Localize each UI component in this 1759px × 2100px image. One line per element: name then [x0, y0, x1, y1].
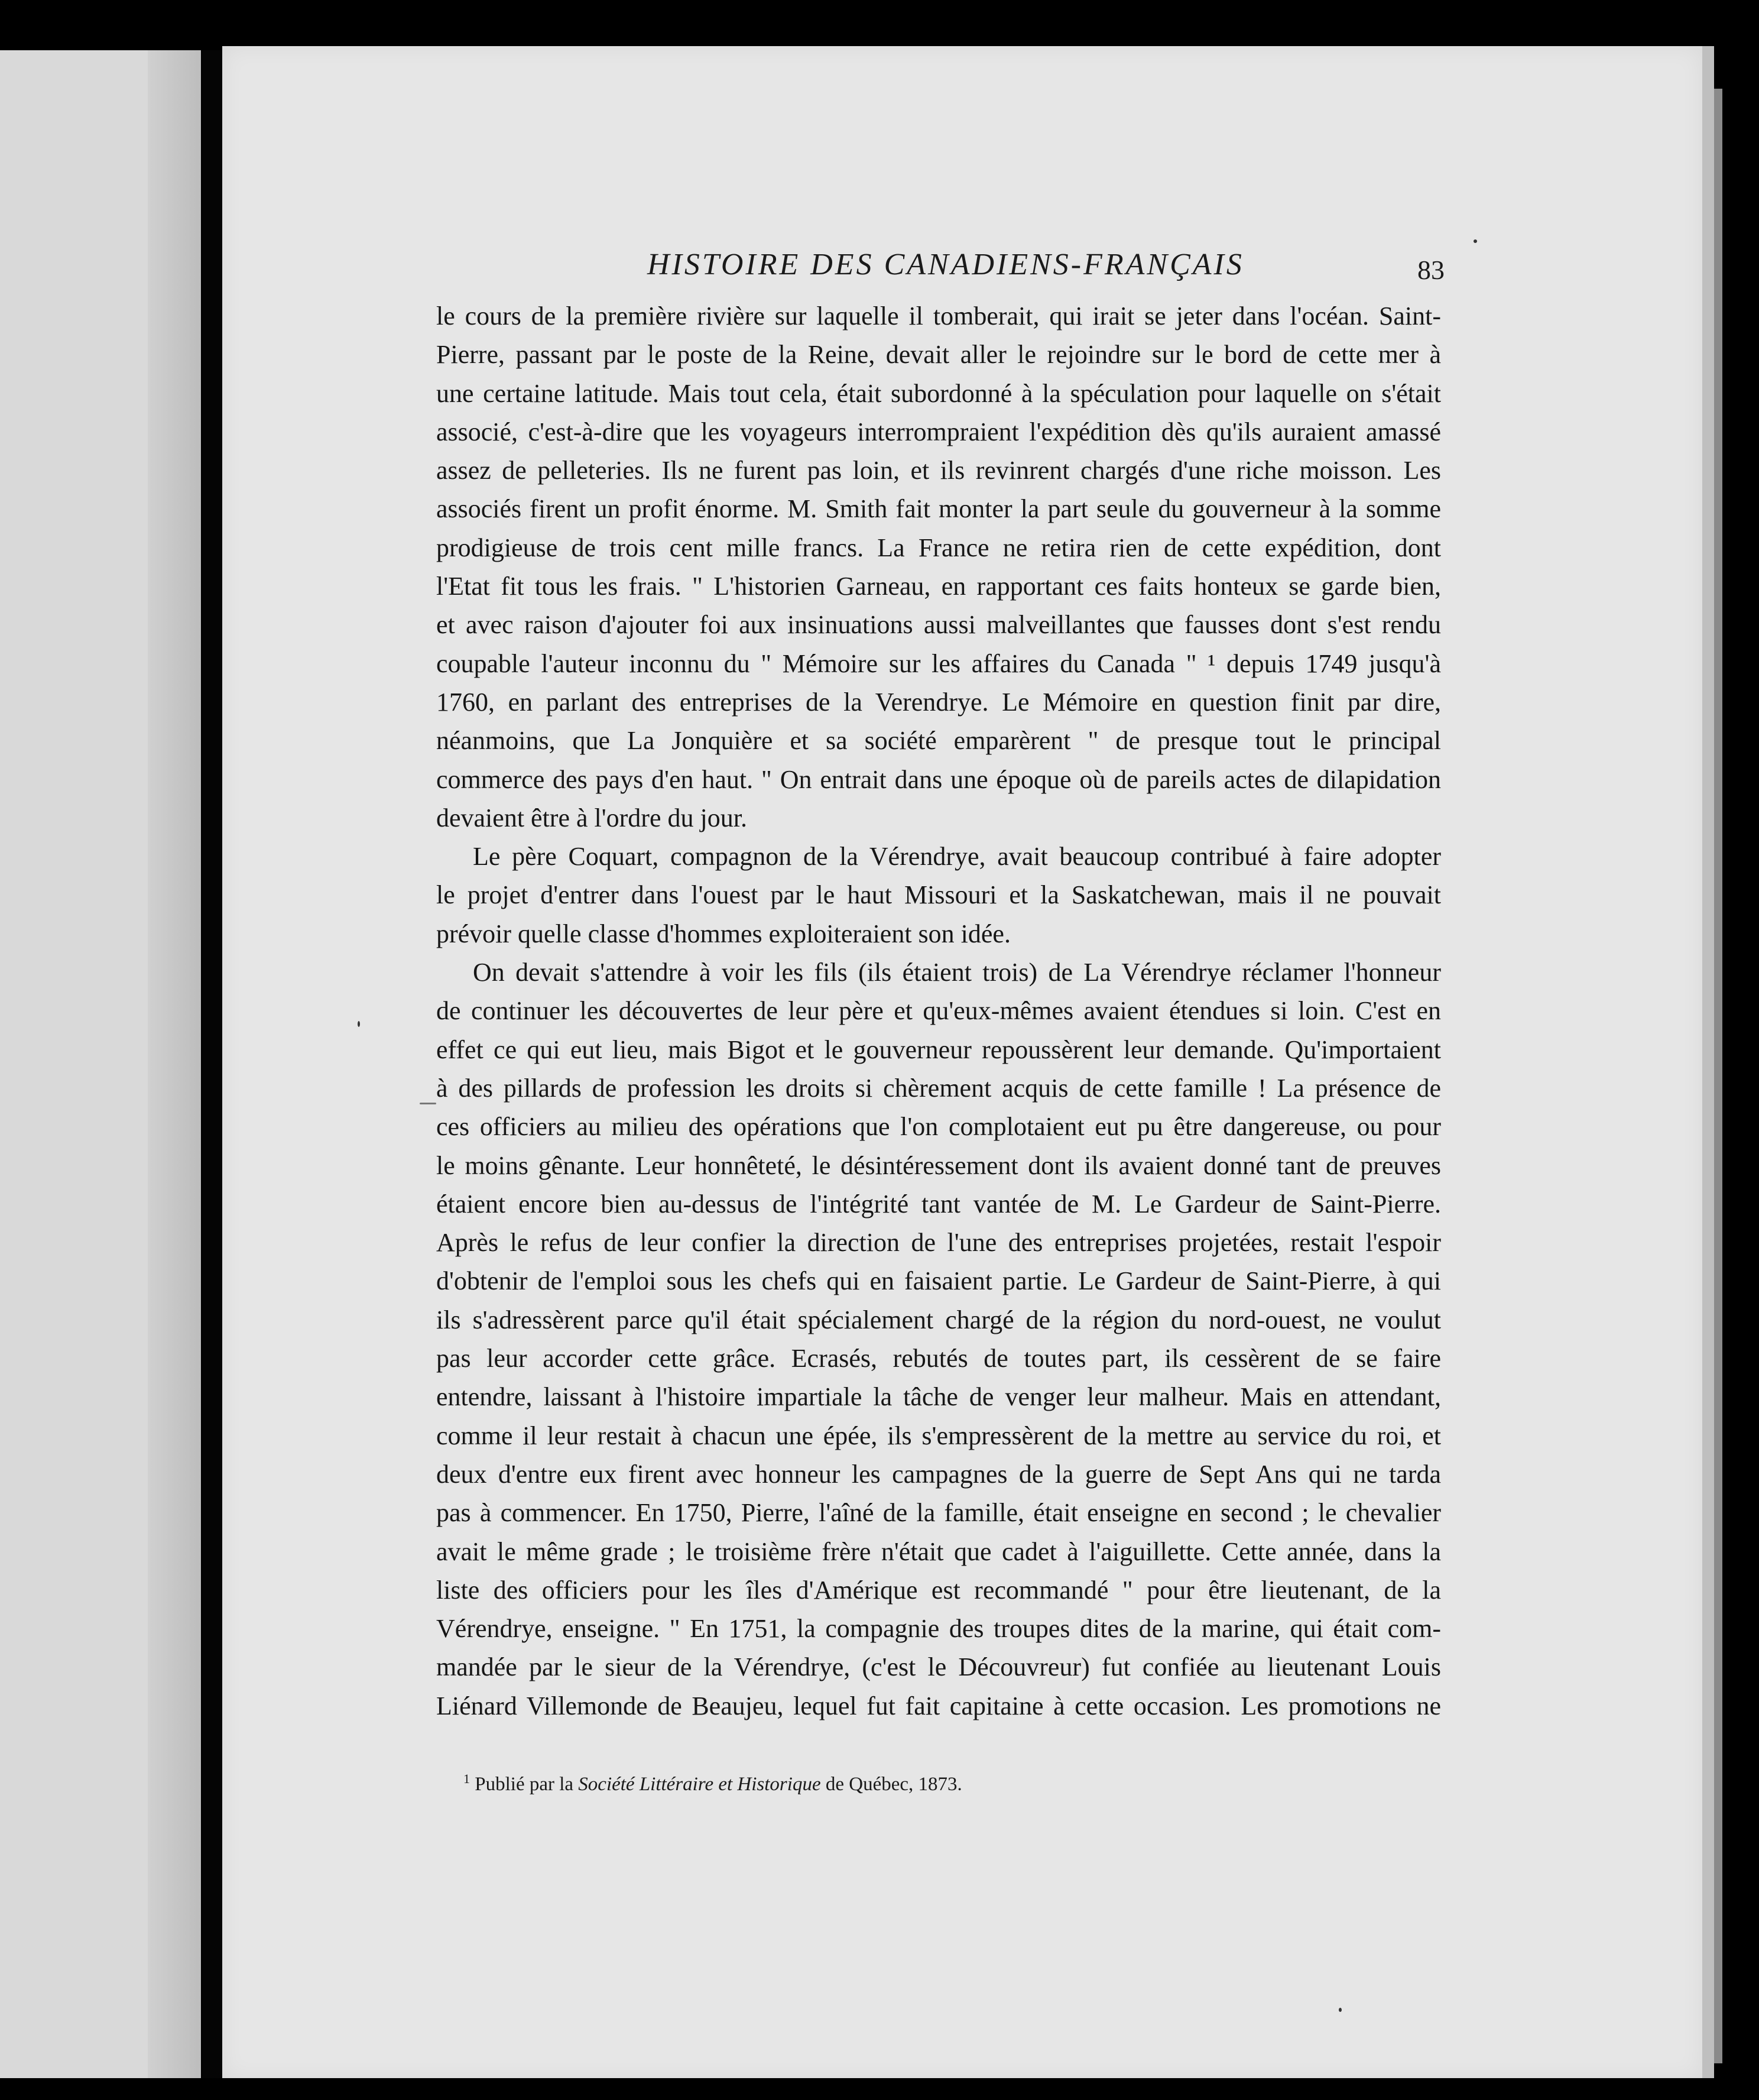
running-header: HISTOIRE DES CANADIENS-FRANÇAIS	[647, 248, 1244, 281]
text-line: le projet d'entrer dans l'ouest par le haut Missouri et la Saskatchewan, mais il ne pouvait	[436, 880, 1441, 910]
text-line: le cours de la première rivière sur laquelle il tomberait, qui irait se jeter dans l'océan. Saint-	[436, 302, 1441, 330]
text-line: prévoir quelle classe d'hommes exploiteraient son idée.	[436, 919, 1011, 948]
text-line: pas à commencer. En 1750, Pierre, l'aîné de la famille, était enseigne en second ; le chevalier	[436, 1498, 1441, 1528]
text-line: ils s'adressèrent parce qu'il était spécialement chargé de la région du nord-ouest, ne voulut	[436, 1305, 1441, 1334]
text-line: avait le même grade ; le troisième frère n'était que cadet à l'aiguillette. Cette année, dans la	[436, 1537, 1441, 1566]
text-line: le moins gênante. Leur honnêteté, le désintéressement dont ils avaient donné tant de preuves	[436, 1151, 1441, 1180]
text-line: entendre, laissant à l'histoire impartiale la tâche de venger leur malheur. Mais en attendant,	[436, 1382, 1441, 1412]
footnote	[463, 1771, 962, 1796]
text-line: associé, c'est-à-dire que les voyageurs interrompraient l'expédition dès qu'ils auraient amassé	[436, 417, 1441, 446]
footnote-marker: 1	[463, 1771, 470, 1786]
text-line: ces officiers au milieu des opérations que l'on complotaient eut pu être dangereuse, ou pour	[436, 1112, 1441, 1142]
text-line: une certaine latitude. Mais tout cela, était subordonné à la spéculation pour laquelle on s'était	[436, 378, 1441, 408]
text-line: Vérendrye, enseigne. " En 1751, la compagnie des troupes dites de la marine, qui était com-	[436, 1614, 1441, 1644]
text-line: néanmoins, que La Jonquière et sa société emparèrent " de presque tout le principal	[436, 726, 1441, 756]
text-line: de continuer les découvertes de leur père et qu'eux-mêmes avaient étendues si loin. C'est en	[436, 996, 1441, 1026]
text-line: liste des officiers pour les îles d'Amérique est recommandé " pour être lieutenant, de la	[436, 1575, 1441, 1605]
page-edge	[1702, 46, 1714, 2080]
text-line: Le père Coquart, compagnon de la Vérendrye, avait beaucoup contribué à faire adopter	[473, 842, 1441, 871]
page-bottom-border	[201, 2078, 1726, 2100]
text-line: devaient être à l'ordre du jour.	[436, 803, 747, 832]
speck	[1339, 2008, 1342, 2012]
text-line: Pierre, passant par le poste de la Reine, devait aller le rejoindre sur le bord de cette mer à	[436, 340, 1441, 370]
book-gutter	[202, 50, 222, 2078]
text-line: étaient encore bien au-dessus de l'intégrité tant vantée de M. Le Gardeur de Saint-Pierre.	[436, 1189, 1441, 1218]
footnote-text-before: Publié par la	[475, 1774, 579, 1795]
text-line: commerce des pays d'en haut. " On entrait dans une époque où de pareils actes de dilapidation	[436, 764, 1441, 794]
left-page-shadow	[148, 50, 201, 2078]
text-line: Après le refus de leur confier la direction de l'une des entreprises projetées, restait l'espoir	[436, 1228, 1441, 1258]
speck	[1474, 239, 1477, 243]
speck	[358, 1021, 360, 1027]
body-text	[436, 297, 1441, 1725]
text-line: comme il leur restait à chacun une épée, ils s'empressèrent de la mettre au service du roi, et	[436, 1421, 1441, 1450]
text-line: d'obtenir de l'emploi sous les chefs qui en faisaient partie. Le Gardeur de Saint-Pierre, à qui	[436, 1266, 1441, 1296]
text-line: On devait s'attendre à voir les fils (ils étaient trois) de La Vérendrye réclamer l'honneur	[473, 958, 1441, 987]
text-line: coupable l'auteur inconnu du " Mémoire sur les affaires du Canada " ¹ depuis 1749 jusqu'à	[436, 649, 1441, 678]
text-line: deux d'entre eux firent avec honneur les campagnes de la guerre de Sept Ans qui ne tarda	[436, 1459, 1441, 1489]
text-line: associés firent un profit énorme. M. Smith fait monter la part seule du gouverneur à la somme	[436, 494, 1441, 524]
text-line: et avec raison d'ajouter foi aux insinuations aussi malveillantes que fausses dont s'est rendu	[436, 610, 1441, 640]
speck	[420, 1103, 436, 1104]
text-line: mandée par le sieur de la Vérendrye, (c'est le Découvreur) fut confiée au lieutenant Louis	[436, 1652, 1441, 1682]
footnote-italic-text: Société Littéraire et Historique	[578, 1774, 821, 1795]
text-line: effet ce qui eut lieu, mais Bigot et le gouverneur repoussèrent leur demande. Qu'importaient	[436, 1035, 1441, 1064]
text-line: prodigieuse de trois cent mille francs. La France ne retira rien de cette expédition, dont	[436, 533, 1441, 562]
text-line: l'Etat fit tous les frais. " L'historien Garneau, en rapportant ces faits honteux se garde bien,	[436, 572, 1441, 601]
text-line: assez de pelleteries. Ils ne furent pas loin, et ils revinrent chargés d'une riche moisson. Les	[436, 456, 1441, 485]
text-line: à des pillards de profession les droits si chèrement acquis de cette famille ! La présence de	[436, 1073, 1441, 1103]
page-edge-shadow	[1714, 89, 1722, 2063]
page-number: 83	[1417, 255, 1445, 285]
text-line: 1760, en parlant des entreprises de la Verendrye. Le Mémoire en question finit par dire,	[436, 687, 1441, 717]
text-line: Liénard Villemonde de Beaujeu, lequel fut fait capitaine à cette occasion. Les promotions ne	[436, 1691, 1441, 1720]
footnote-text-after: de Québec, 1873.	[820, 1774, 962, 1795]
text-line: pas leur accorder cette grâce. Ecrasés, rebutés de toutes part, ils cessèrent de se faire	[436, 1344, 1441, 1373]
